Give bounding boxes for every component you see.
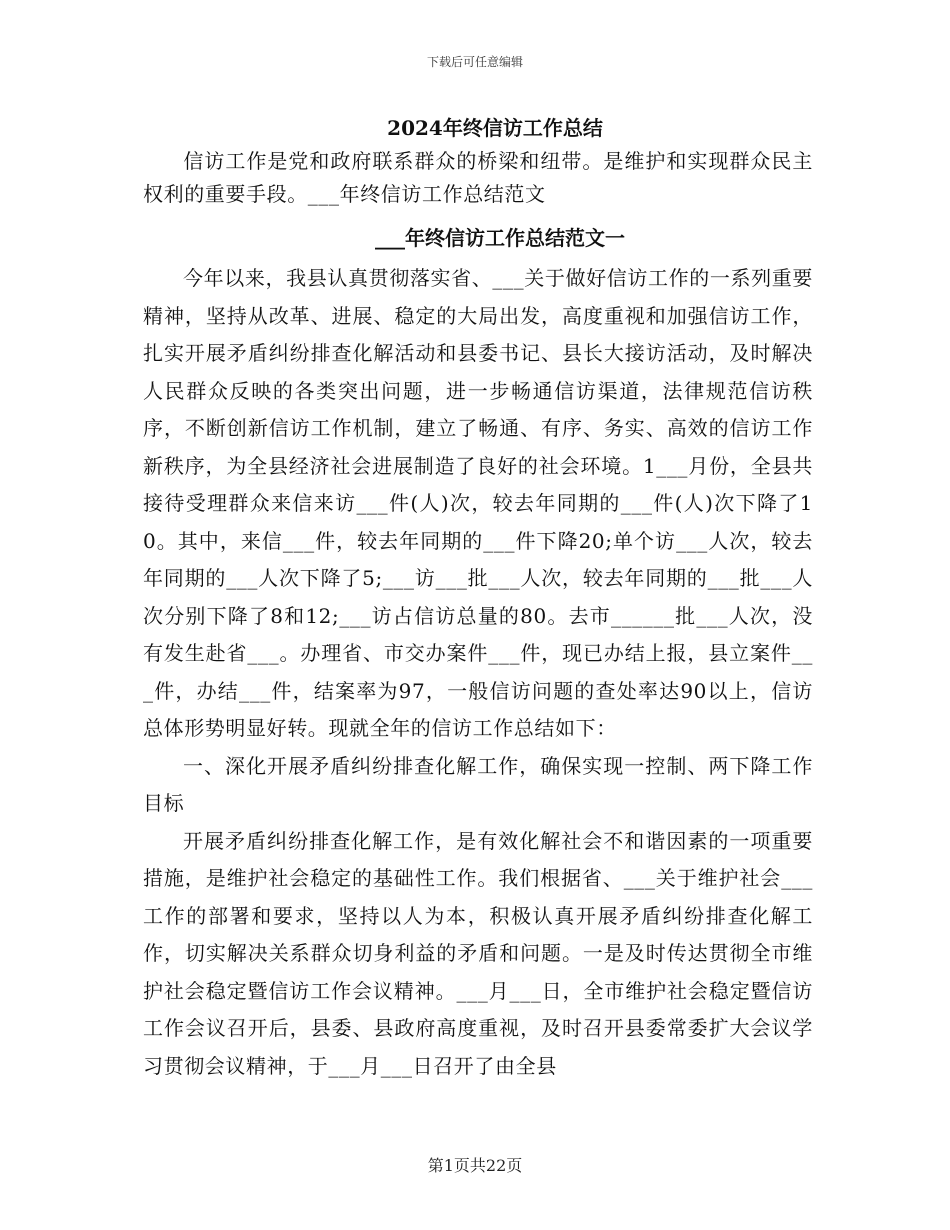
document-body [143, 260, 813, 1085]
page-footer: 第1页共22页 [427, 1156, 523, 1175]
body-paragraph-1: 今年以来，我县认真贯彻落实省、___关于做好信访工作的一系列重要精神，坚持从改革、进展、稳定的大局出发，高度重视和加强信访工作，扎实开展矛盾纠纷排查化解活动和县委书记、县长大接访活动，及时解决人民群众反映的各类突出问题，进一步畅通信访渠道，法律规范信访秩序，不断创新信访工作机制，建立了畅通、有序、务实、高效的信访工作新秩序，为全县经济社会进展制造了良好的社会环境。1___月份，全县共接待受理群众来信来访___件(人)次，较去年同期的___件(人)次下降了10。其中，来信___件，较去年同期的___件下降20;单个访___人次，较去年同期的___人次下降了5;___访___批___人次，较去年同期的___批___人次分别下降了8和12;___访占信访总量的80。去市______批___人次，没有发生赴省___。办理省、市交办案件___件，现已办结上报，县立案件___件，办结___件，结案率为97，一般信访问题的查处率达90以上，信访总体形势明显好转。现就全年的信访工作总结如下： [143, 266, 813, 740]
page-header-note: 下载后可任意编辑 [426, 55, 523, 69]
body-paragraph-2: 一、深化开展矛盾纠纷排查化解工作，确保实现一控制、两下降工作目标 [143, 753, 813, 815]
intro-paragraph [143, 145, 813, 211]
section-heading: ___年终信访工作总结范文一 [375, 226, 625, 250]
intro-text: 信访工作是党和政府联系群众的桥梁和纽带。是维护和实现群众民主权利的重要手段。___年终信访工作总结范文 [143, 149, 813, 206]
body-paragraph-3: 开展矛盾纠纷排查化解工作，是有效化解社会不和谐因素的一项重要措施，是维护社会稳定的基础性工作。我们根据省、___关于维护社会___工作的部署和要求，坚持以人为本，积极认真开展矛盾纠纷排查化解工作，切实解决关系群众切身利益的矛盾和问题。一是及时传达贯彻全市维护社会稳定暨信访工作会议精神。___月___日，全市维护社会稳定暨信访工作会议召开后，县委、县政府高度重视，及时召开县委常委扩大会议学习贯彻会议精神，于___月___日召开了由全县 [143, 828, 813, 1078]
document-title: 2024年终信访工作总结 [387, 116, 603, 140]
